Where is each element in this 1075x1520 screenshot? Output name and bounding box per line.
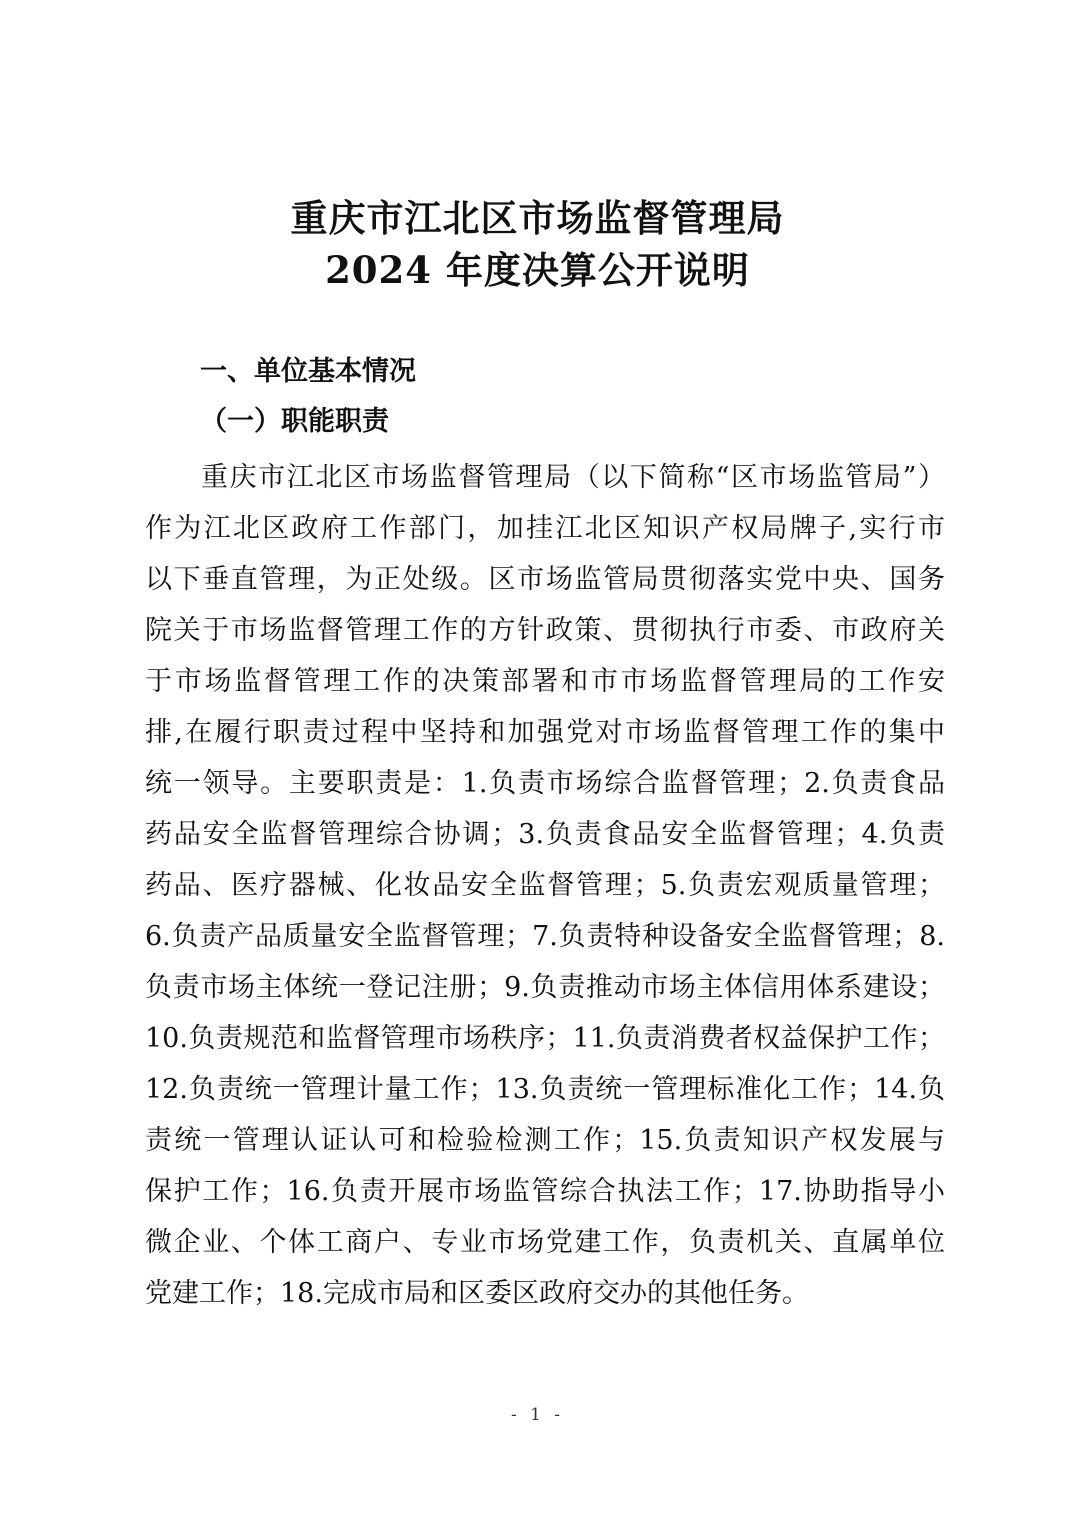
- paragraph-line: 责统一管理认证认可和检验检测工作；15.负责知识产权发展与: [145, 1125, 945, 1156]
- paragraph-line: 保护工作；16.负责开展市场监管综合执法工作；17.协助指导小: [145, 1176, 945, 1207]
- paragraph-line: 院关于市场监督管理工作的方针政策、贯彻执行市委、市政府关: [145, 615, 945, 646]
- section-heading-basic-info: 一、单位基本情况: [200, 356, 416, 387]
- page-number: - 1 -: [510, 1405, 565, 1425]
- paragraph-line: 排,在履行职责过程中坚持和加强党对市场监督管理工作的集中: [145, 717, 945, 748]
- paragraph-line: 党建工作；18.完成市局和区委区政府交办的其他任务。: [145, 1278, 809, 1309]
- paragraph-line: 重庆市江北区市场监督管理局（以下简称“区市场监管局”）: [201, 462, 945, 493]
- paragraph-line: 统一领导。主要职责是：1.负责市场综合监督管理；2.负责食品: [145, 768, 945, 799]
- paragraph-line: 药品、医疗器械、化妆品安全监督管理；5.负责宏观质量管理；: [145, 870, 945, 901]
- functions-paragraph: [145, 452, 945, 1319]
- document-title-line2: 2024 年度决算公开说明: [325, 248, 750, 292]
- document-title-line1: 重庆市江北区市场监督管理局: [290, 196, 785, 240]
- paragraph-line: 6.负责产品质量安全监督管理；7.负责特种设备安全监督管理；8.: [145, 921, 945, 952]
- paragraph-line: 10.负责规范和监督管理市场秩序；11.负责消费者权益保护工作；: [145, 1023, 945, 1054]
- paragraph-line: 作为江北区政府工作部门，加挂江北区知识产权局牌子,实行市: [145, 513, 945, 544]
- paragraph-line: 微企业、个体工商户、专业市场党建工作，负责机关、直属单位: [145, 1227, 945, 1258]
- paragraph-line: 于市场监督管理工作的决策部署和市市场监督管理局的工作安: [145, 666, 945, 697]
- paragraph-line: 以下垂直管理，为正处级。区市场监管局贯彻落实党中央、国务: [145, 564, 945, 595]
- paragraph-line: 药品安全监督管理综合协调；3.负责食品安全监督管理；4.负责: [145, 819, 945, 850]
- subsection-heading-functions: （一）职能职责: [200, 406, 389, 437]
- paragraph-line: 12.负责统一管理计量工作；13.负责统一管理标准化工作；14.负: [145, 1074, 945, 1105]
- paragraph-line: 负责市场主体统一登记注册；9.负责推动市场主体信用体系建设；: [145, 972, 945, 1003]
